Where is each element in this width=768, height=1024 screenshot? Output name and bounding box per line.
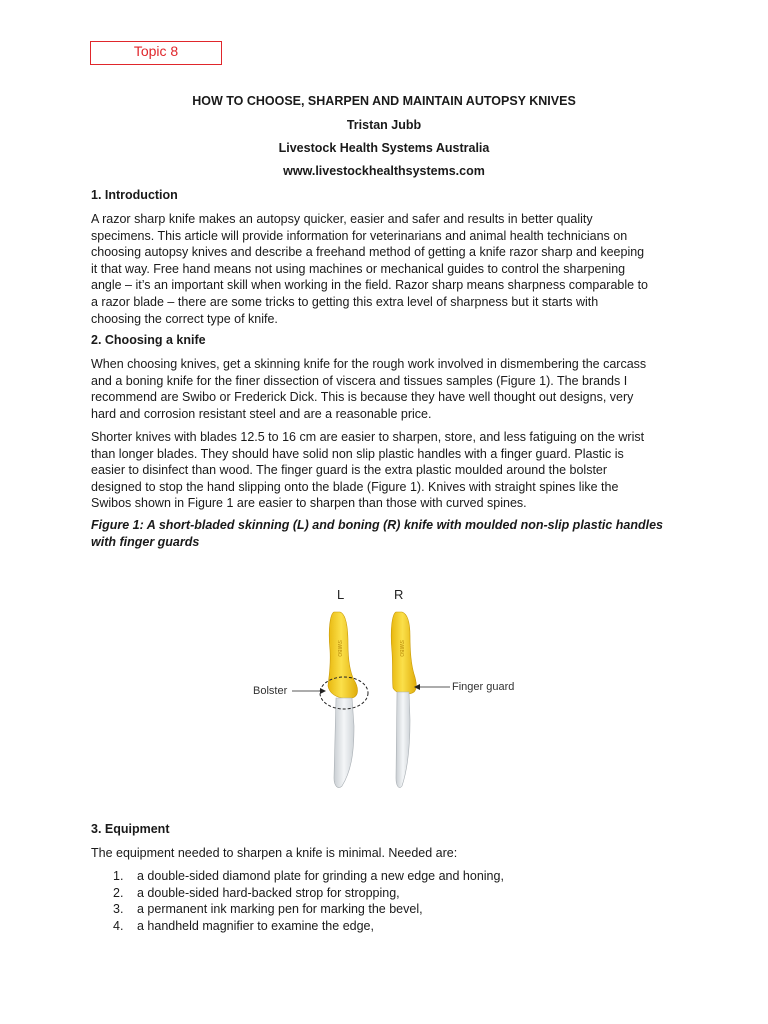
paragraph-line: than longer blades. They should have solid non slip plastic handles with a finger guard. Plastic is	[91, 446, 624, 461]
skinning-knife-blade	[334, 698, 354, 788]
bolster-label: Bolster	[253, 685, 288, 697]
paragraph-line: When choosing knives, get a skinning knife for the rough work involved in dismembering the carcass	[91, 357, 647, 371]
list-text: a double-sided diamond plate for grinding a new edge and honing,	[137, 869, 504, 883]
paragraph-line: choosing autopsy knives and describe a freehand method of getting a knife razor sharp and keeping	[91, 245, 645, 260]
author-name: Tristan Jubb	[346, 118, 422, 132]
paragraph-line: The equipment needed to sharpen a knife is minimal. Needed are:	[91, 846, 458, 860]
list-item	[113, 918, 504, 935]
choosing-knife-heading: 2. Choosing a knife	[91, 333, 206, 347]
list-number: 4.	[113, 918, 124, 933]
paragraph-line: Swibos shown in Figure 1 are easier to sharpen than those with curved spines.	[91, 496, 527, 511]
introduction-paragraph	[91, 211, 681, 327]
introduction-heading: 1. Introduction	[91, 188, 178, 202]
paragraph-line: a razor blade – there are some tricks to getting this extra level of sharpness but it starts with	[91, 294, 599, 309]
left-knife-label: L	[337, 587, 345, 602]
choosing-paragraph-2	[91, 429, 681, 512]
caption-line: Figure 1: A short-bladed skinning (L) and boning (R) knife with moulded non-slip plastic handles	[91, 518, 663, 532]
finger-guard-label: Finger guard	[452, 681, 515, 693]
organization-name: Livestock Health Systems Australia	[278, 141, 490, 155]
paragraph-line: Shorter knives with blades 12.5 to 16 cm are easier to sharpen, store, and less fatiguing on the wrist	[91, 430, 645, 444]
paragraph-line: and a boning knife for the finer dissection of viscera and tissues samples (Figure 1). The brands I	[91, 373, 628, 388]
document-title: HOW TO CHOOSE, SHARPEN AND MAINTAIN AUTOPSY KNIVES	[192, 94, 576, 108]
list-number: 3.	[113, 902, 124, 916]
boning-knife	[391, 612, 416, 788]
list-number: 2.	[113, 885, 124, 900]
skinning-knife	[328, 612, 358, 788]
list-item	[113, 885, 504, 902]
list-item	[113, 868, 504, 885]
equipment-list	[113, 868, 504, 934]
list-text: a double-sided hard-backed strop for stropping,	[137, 885, 400, 900]
caption-line: with finger guards	[91, 535, 200, 549]
figure-caption	[91, 517, 681, 551]
paragraph-line: it that way. Free hand means not using machines or mechanical guides to control the sharpening	[91, 261, 626, 276]
paragraph-line: specimens. This article will provide information for veterinarians and animal health technicians on	[91, 228, 628, 243]
knives-figure	[250, 600, 530, 800]
topic-label: Topic 8	[90, 41, 222, 65]
equipment-heading: 3. Equipment	[91, 822, 170, 836]
paragraph-line: choosing the correct type of knife.	[91, 311, 278, 326]
list-text: a permanent ink marking pen for marking the bevel,	[137, 902, 423, 916]
right-knife-label: R	[394, 587, 404, 602]
svg-text:SWIBO: SWIBO	[398, 640, 404, 657]
list-number: 1.	[113, 869, 124, 883]
choosing-paragraph-1	[91, 356, 681, 422]
website-link[interactable]: www.livestockhealthsystems.com	[283, 164, 485, 178]
list-text: a handheld magnifier to examine the edge,	[137, 918, 374, 933]
paragraph-line: hard and corrosion resistant steel and are a reasonable price.	[91, 406, 432, 421]
boning-knife-blade	[396, 692, 410, 788]
svg-text:SWIBO: SWIBO	[336, 640, 342, 657]
list-item	[113, 901, 504, 918]
paragraph-line: easier to disinfect than wood. The finger guard is the extra plastic moulded around the bolster	[91, 463, 608, 478]
paragraph-line: designed to stop the hand slipping onto the blade (Figure 1). Knives with straight spines like the	[91, 479, 619, 494]
paragraph-line: angle – it’s an important skill when working in the field. Razor sharp means sharpness comparable to	[91, 278, 649, 293]
paragraph-line: recommend are Swibo or Frederick Dick. This is because they have well thought out designs, very	[91, 390, 634, 405]
equipment-intro	[91, 845, 681, 862]
paragraph-line: A razor sharp knife makes an autopsy quicker, easier and safer and results in better quality	[91, 212, 593, 226]
